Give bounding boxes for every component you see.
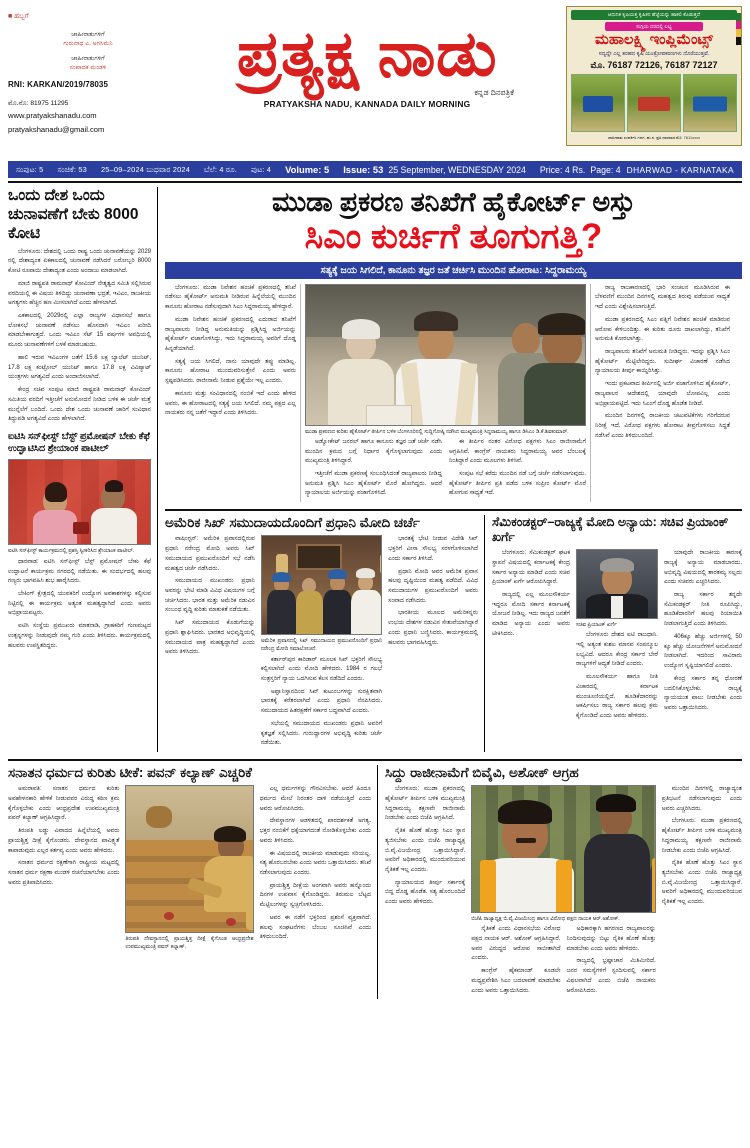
- section-divider-2: [8, 759, 742, 761]
- paragraph: ಮುಂದಿನ ದಿನಗಳಲ್ಲಿ ರಾಜಕೀಯ ಚಟುವಟಿಕೆಗಳು ಗರಿಗೆದರುವ ನಿರೀಕ್ಷೆ ಇದೆ. ವಿರೋಧ ಪಕ್ಷಗಳು ಹೋರಾಟ ತೀವ್ರಗೊಳಿಸಲು ಸಿದ್ಧತೆ ನಡೆಸಿವೆ ಎಂದು ತಿಳಿದುಬಂದಿದೆ.: [595, 413, 730, 439]
- photo-caption-itc: ಐಟಿಸಿ ಸನ್‌ಫೀಸ್ಟ್ ಕಾರ್ಯಕ್ರಮದಲ್ಲಿ ಪ್ರಶಸ್ತಿ ಸ್ವೀಕರಿಸಿದ ಶ್ರೇಯಾಂಕ ಪಾಟೀಲ್.: [8, 547, 135, 554]
- paragraph: ಸಂಪುಟ ಸಭೆ ಕರೆದು ಮುಂದಿನ ನಡೆ ಬಗ್ಗೆ ಚರ್ಚೆ ನಡೆಸಲಾಗುವುದು. ಹೈಕೋರ್ಟ್ ತೀರ್ಪಿನ ಪ್ರತಿ ಪಡೆದ ಬಳಿಕ ಸುಪ್ರೀಂ ಕೋರ್ಟ್ ಮೊರೆ ಹೋಗುವ ಸಾಧ್ಯತೆ ಇದೆ.: [449, 471, 586, 497]
- paragraph: ಎಲ್ಲ ಧರ್ಮಗಳನ್ನು ಗೌರವಿಸಬೇಕು. ಆದರೆ ಹಿಂದೂ ಧರ್ಮದ ಮೇಲೆ ನಿರಂತರ ದಾಳಿ ನಡೆಯುತ್ತಿದೆ ಎಂದು ಅವರು ಆರೋಪಿಸಿದರು.: [259, 786, 371, 812]
- paragraph: ಸಭೆಯಲ್ಲಿ ಸಮುದಾಯದ ಮುಖಂಡರು ಪ್ರಧಾನಿ ಅವರಿಗೆ ಕೃತಜ್ಞತೆ ಸಲ್ಲಿಸಿದರು. ಗುರುದ್ವಾರಗಳ ಅಭಿವೃದ್ಧಿ ಕುರಿತು ಚರ್ಚೆ ನಡೆಯಿತು.: [260, 720, 383, 747]
- paragraph: ಕಾಂಗ್ರೆಸ್ ಹೈಕಮಾಂಡ್ ಕೂಡಲೇ ಮಧ್ಯಪ್ರವೇಶಿಸಿ ಸಿಎಂ ಬದಲಾವಣೆ ಮಾಡಬೇಕು ಎಂದು ಅವರು ಒತ್ತಾಯಿಸಿದರು.: [471, 968, 561, 994]
- paragraph: ರಾಜ್ಯಪಾಲರು ತನಿಖೆಗೆ ಅನುಮತಿ ನೀಡಿದ್ದರು. ಇದನ್ನು ಪ್ರಶ್ನಿಸಿ ಸಿಎಂ ಹೈಕೋರ್ಟ್ ಮೆಟ್ಟಿಲೇರಿದ್ದರು. ಸುದೀರ್ಘ ವಿಚಾರಣೆ ನಡೆಸಿದ ನ್ಯಾಯಾಲಯ ತೀರ್ಪು ಕಾಯ್ದಿರಿಸಿತ್ತು.: [595, 349, 730, 375]
- lead-column-3: [590, 284, 730, 502]
- paragraph: ಬೆಂಗಳೂರು: ಸೆಮಿಕಂಡಕ್ಟರ್ ಘಟಕ ಸ್ಥಾಪನೆ ವಿಷಯದಲ್ಲಿ ಕರ್ನಾಟಕಕ್ಕೆ ಕೇಂದ್ರ ಸರ್ಕಾರ ಅನ್ಯಾಯ ಮಾಡಿದೆ ಎಂದು ಸಚಿವ ಪ್ರಿಯಾಂಕ್ ಖರ್ಗೆ ಆರೋಪಿಸಿದ್ದಾರೆ.: [492, 550, 571, 586]
- paragraph: ವಾಷಿಂಗ್ಟನ್: ಅಮೆರಿಕ ಪ್ರವಾಸದಲ್ಲಿರುವ ಪ್ರಧಾನಿ ನರೇಂದ್ರ ಮೋದಿ ಅವರು ಸಿಖ್ ಸಮುದಾಯದ ಪ್ರಮುಖರೊಂದಿಗೆ ಸಭೆ ನಡೆಸಿ ಮಹತ್ವದ ಚರ್ಚೆ ನಡೆಸಿದರು.: [165, 536, 255, 572]
- masthead-credit-4: ಸಂಪಾದಕ ಮಂಡಳಿ: [69, 64, 107, 72]
- paragraph: ರಾಜ್ಯದಲ್ಲಿ ಎಲ್ಲ ಮೂಲಸೌಕರ್ಯ ಇದ್ದರೂ ಮೋದಿ ಸರ್ಕಾರ ಕರ್ನಾಟಕಕ್ಕೆ ಯೋಜನೆ ನೀಡಿಲ್ಲ. ಇದು ರಾಜ್ಯದ ಜನತೆಗೆ ಮಾಡಿದ ಅನ್ಯಾಯ ಎಂದು ಅವರು ಟೀಕಿಸಿದರು.: [492, 592, 571, 637]
- bottom-band: [8, 765, 742, 999]
- paragraph: ಅಫ್ಘಾನಿಸ್ತಾನದಿಂದ ಸಿಖ್ ಕುಟುಂಬಗಳನ್ನು ಸುರಕ್ಷಿತವಾಗಿ ಭಾರತಕ್ಕೆ ಕರೆತರಲಾಗಿದೆ ಎಂದು ಪ್ರಧಾನಿ ನೆನಪಿಸಿದರು. ಸಮುದಾಯದ ಹಿತರಕ್ಷಣೆಗೆ ಸರ್ಕಾರ ಬದ್ಧವಾಗಿದೆ ಎಂದರು.: [260, 688, 383, 715]
- photo-bjp-leaders: [471, 785, 656, 913]
- info-pages-kn: ಪುಟ: 4: [251, 164, 272, 174]
- photo-caption-bjp: ಬಿಜೆಪಿ ರಾಜ್ಯಾಧ್ಯಕ್ಷ ಬಿ.ವೈ.ವಿಜಯೇಂದ್ರ ಹಾಗೂ ವಿರೋಧ ಪಕ್ಷದ ನಾಯಕ ಆರ್.ಅಶೋಕ್.: [471, 916, 620, 923]
- paragraph: ಕೇಂದ್ರ ಸರ್ಕಾರ ತನ್ನ ಧೋರಣೆ ಬದಲಿಸಿಕೊಳ್ಳಬೇಕು. ರಾಜ್ಯಕ್ಕೆ ನ್ಯಾಯಯುತ ಪಾಲು ನೀಡಬೇಕು ಎಂದು ಅವರು ಒತ್ತಾಯಿಸಿದರು.: [663, 675, 742, 711]
- paragraph: ಸಿಖ್ ಸಮುದಾಯದ ಕೊಡುಗೆಯನ್ನು ಪ್ರಧಾನಿ ಶ್ಲಾಘಿಸಿದರು. ಭಾರತದ ಅಭಿವೃದ್ಧಿಯಲ್ಲಿ ಸಮುದಾಯದ ಪಾತ್ರ ಮಹತ್ವದ್ದಾಗಿದೆ ಎಂದು ಅವರು ತಿಳಿಸಿದರು.: [165, 620, 255, 656]
- paragraph: ರಾಜ್ಯದಲ್ಲಿ ಭ್ರಷ್ಟಾಚಾರ ಮಿತಿಮೀರಿದೆ. ಜನರ ಸಮಸ್ಯೆಗಳಿಗೆ ಸ್ಪಂದಿಸುವಲ್ಲಿ ಸರ್ಕಾರ ವಿಫಲವಾಗಿದೆ ಎಂದು ಬಿಜೆಪಿ ನಾಯಕರು ಆರೋಪಿಸಿದರು.: [566, 958, 656, 994]
- masthead-kannada-credits: [8, 30, 168, 72]
- paragraph: ಕೇಂದ್ರ ಸಚಿವ ಸಂಪುಟ ಮಾಜಿ ರಾಷ್ಟ್ರಪತಿ ರಾಮನಾಥ್ ಕೋವಿಂದ್ ಸಮಿತಿಯ ವರದಿಗೆ ಇತ್ತೀಚೆಗೆ ಅನುಮೋದನೆ ನೀಡಿದ ಬಳಿಕ ಈ ಚರ್ಚೆ ಮತ್ತೆ ಮುನ್ನೆಲೆಗೆ ಬಂದಿದೆ. ಒಂದು ದೇಶ ಒಂದು ಚುನಾವಣೆ ಜಾರಿಗೆ ಸಂವಿಧಾನ ತಿದ್ದುಪಡಿ ಅಗತ್ಯವಿದೆ ಎಂದು ಹೇಳಲಾಗಿದೆ.: [8, 387, 151, 423]
- info-issue: Issue: 53: [343, 164, 384, 175]
- paragraph: ಕರ್ತಾರ್‌ಪುರ ಕಾರಿಡಾರ್ ಮೂಲಕ ಸಿಖ್ ಭಕ್ತರಿಗೆ ಸೌಲಭ್ಯ ಕಲ್ಪಿಸಲಾಗಿದೆ ಎಂದು ಮೋದಿ ಹೇಳಿದರು. 1984 ರ ಗಲಭೆ ಸಂತ್ರಸ್ತರಿಗೆ ನ್ಯಾಯ ಒದಗಿಸುವ ಕೆಲಸ ನಡೆದಿದೆ ಎಂದರು.: [260, 656, 383, 682]
- bjp-col-3: [662, 785, 742, 999]
- paragraph: ಅವರ ಈ ನಡೆಗೆ ಭಕ್ತರಿಂದ ಪ್ರಶಂಸೆ ವ್ಯಕ್ತವಾಗಿದೆ. ಹಲವು ಸಂಘಟನೆಗಳು ಬೆಂಬಲ ಸೂಚಿಸಿವೆ ಎಂದು ತಿಳಿದುಬಂದಿದೆ.: [259, 914, 371, 941]
- kharge-headline: ಸೆಮಿಕಂಡಕ್ಟರ್–ರಾಜ್ಯಕ್ಕೆ ಮೋದಿ ಅನ್ಯಾಯ: ಸಚಿವ ಪ್ರಿಯಾಂಕ್ ಖರ್ಗೆ: [492, 515, 729, 545]
- left-story-headline: ಒಂದು ದೇಶ ಒಂದು ಚುನಾವಣೆಗೆ ಬೇಕು 8000 ಕೋಟಿ: [8, 187, 139, 242]
- photo-priyank-kharge: [576, 549, 658, 619]
- ad-phone-numbers: ಮೊ. 76187 72126, 76187 72127: [590, 59, 718, 70]
- masthead-bullet-label: ಹಬ್ಬಗೆ: [14, 13, 29, 20]
- paragraph: ಅಧಿಕಾರಕ್ಕಾಗಿ ಹಗರಣದ ರಾಜ್ಯಪಾಲರನ್ನು ನಿಂದಿಸುವುದನ್ನು ಬಿಟ್ಟು ನೈತಿಕ ಹೊಣೆ ಹೊತ್ತು ಮಾಡಬೇಕು ಎಂದು ಅವರು ಹೇಳಿದರು.: [566, 926, 656, 952]
- lead-story-row: [165, 284, 742, 502]
- masthead-bullet: ■ ಹಬ್ಬಗೆ: [8, 13, 29, 20]
- paragraph: ನ್ಯಾಯಾಲಯದ ತೀರ್ಪು ಸರ್ಕಾರಕ್ಕೆ ಬಿದ್ದ ದೊಡ್ಡ ಹೊಡೆತ. ಸತ್ಯ ಹೊರಬಂದಿದೆ ಎಂದು ಅವರು ಹೇಳಿದರು.: [385, 879, 466, 906]
- paragraph: ಯಾವುದೇ ರಾಜಕೀಯ ಕಾರಣಕ್ಕೆ ರಾಜ್ಯಕ್ಕೆ ಅನ್ಯಾಯ ಮಾಡಬಾರದು. ಅಭಿವೃದ್ಧಿ ವಿಷಯದಲ್ಲಿ ತಾರತಮ್ಯ ಸಲ್ಲದು ಎಂದು ಸಚಿವರು ಎಚ್ಚರಿಸಿದರು.: [663, 550, 742, 586]
- modi-sikh-col-3: [388, 535, 478, 752]
- kharge-col-2: [664, 549, 742, 725]
- masthead-advertisement[interactable]: [566, 6, 742, 146]
- story-modi-sikh: [165, 515, 485, 752]
- modi-sikh-columns: [165, 535, 478, 752]
- color-swatch-strip: [736, 13, 741, 45]
- paragraph: ತಿರುಪತಿ ಲಡ್ಡು ವಿವಾದದ ಹಿನ್ನೆಲೆಯಲ್ಲಿ ಅವರು ಪ್ರಾಯಶ್ಚಿತ್ತ ದೀಕ್ಷೆ ಕೈಗೊಂಡರು. ದೇವಸ್ಥಾನದ ಪಾವಿತ್ರ್ಯತೆ ಕಾಪಾಡುವುದು ಎಲ್ಲರ ಕರ್ತವ್ಯ ಎಂದು ಅವರು ಹೇಳಿದರು.: [8, 828, 120, 854]
- paragraph: ಪ್ರಾಯಶ್ಚಿತ್ತ ದೀಕ್ಷೆಯ ಅಂಗವಾಗಿ ಅವರು ಹನ್ನೊಂದು ದಿನಗಳ ಉಪವಾಸ ಕೈಗೊಂಡಿದ್ದರು. ತಿರುಮಲ ಬೆಟ್ಟದ ಮೆಟ್ಟಿಲುಗಳನ್ನು ಸ್ವಚ್ಛಗೊಳಿಸಿದರು.: [259, 882, 371, 909]
- photo-cm-press-conference: [305, 284, 586, 426]
- logo-subtitle-english: PRATYAKSHA NADU, KANNADA DAILY MORNING: [263, 99, 471, 110]
- modi-sikh-col-2: [261, 535, 382, 752]
- ad-image-rotavator: [627, 74, 681, 132]
- paragraph: ಸಮುದಾಯದ ಮುಖಂಡರು ಪ್ರಧಾನಿ ಅವರನ್ನು ಭೇಟಿ ಮಾಡಿ ವಿವಿಧ ವಿಷಯಗಳ ಬಗ್ಗೆ ಚರ್ಚಿಸಿದರು. ಭಾರತ ಮತ್ತು ಅಮೆರಿಕ ನಡುವಿನ ಸಂಬಂಧ ವೃದ್ಧಿ ಕುರಿತು ಮಾತುಕತೆ ನಡೆಯಿತು.: [165, 578, 255, 614]
- paragraph: ನೈತಿಕತೆ ಎಂದು ವಿಧಾನಸಭೆಯ ವಿರೋಧ ಪಕ್ಷದ ನಾಯಕ ಆರ್. ಅಶೋಕ್ ಆಗ್ರಹಿಸಿದ್ದಾರೆ. ಅವರ ವಿರುದ್ಧದ ಆರೋಪ ಸಾಬೀತಾಗಿದೆ ಎಂದರು.: [471, 926, 561, 962]
- right-side: [158, 187, 742, 752]
- bjp-col-1: [385, 785, 465, 999]
- story-pawan-kalyan: [8, 765, 378, 999]
- ad-band-offer: ಸುಗ್ಗಿಯ ದರದಲ್ಲಿ ಲಭ್ಯ: [605, 22, 703, 31]
- kharge-photo-col: [576, 549, 658, 725]
- paragraph: ಮುಂದಿನ ದಿನಗಳಲ್ಲಿ ರಾಜ್ಯಾದ್ಯಂತ ಪ್ರತಿಭಟನೆ ನಡೆಸಲಾಗುವುದು ಎಂದು ಅವರು ಎಚ್ಚರಿಸಿದರು.: [661, 786, 742, 812]
- rni-number: RNI: KARKAN/2019/78035: [8, 80, 109, 90]
- photo-caption-kharge: ಸಚಿವ ಪ್ರಿಯಾಂಕ್ ಖರ್ಗೆ: [576, 622, 617, 629]
- info-issue-kn: ಸಂಚಿಕೆ: 53: [57, 164, 87, 174]
- masthead-credit-1: ಜಾಹೀರಾತುಗಳಿಗೆ: [71, 31, 105, 39]
- bjp-columns: [385, 785, 742, 999]
- issue-info-bar: [8, 161, 742, 178]
- paragraph: ಹಾಲಿ ಇರುವ ಇವಿಎಂಗಳ ಜತೆಗೆ 15.6 ಲಕ್ಷ ಬ್ಯಾಲೆಟ್ ಯುನಿಟ್, 17.8 ಲಕ್ಷ ಕಂಟ್ರೋಲ್ ಯುನಿಟ್ ಹಾಗೂ 17.8 ಲಕ್ಷ ವಿವಿಪ್ಯಾಟ್ ಯಂತ್ರಗಳು ಅಗತ್ಯವಿದೆ ಎಂದು ಅಂದಾಜಿಸಲಾಗಿದೆ.: [8, 354, 151, 381]
- masthead: [8, 6, 742, 158]
- masthead-left-info: [8, 6, 168, 136]
- left-sub-story-headline: ಐಟಿಸಿ ಸನ್‌ಫೀಸ್ಟ್ ಬೆಸ್ಟ್ ಪ್ರಮೋಷನ್ ಬೇಕು ಕೆಫೆ ಉದ್ಘಾಟಿಸಿದ ಶ್ರೇಯಾಂಕ ಪಾಟೀಲ್: [8, 430, 150, 454]
- modi-sikh-headline: ಅಮೆರಿಕ ಸಿಖ್ ಸಮುದಾಯದೊಂದಿಗೆ ಪ್ರಧಾನಿ ಮೋದಿ ಚರ್ಚೆ: [165, 515, 420, 531]
- ad-footer-text: ಜಾಹೀರಾತು ಸಂಪರ್ಕಿಸಿ ಗದಗ, ಹು.ನ. ಪ್ರತಿ ಧಾರವಾಡ ಮೊ: 7611xxxx: [607, 134, 701, 140]
- paragraph: ಕಾನೂನು ಮತ್ತು ಸಂವಿಧಾನದಲ್ಲಿ ನಂಬಿಕೆ ಇದೆ ಎಂದು ಹೇಳಿದ ಅವರು, ಈ ಹೋರಾಟದಲ್ಲಿ ಸತ್ಯಕ್ಕೆ ಜಯ ಸಿಗಲಿದೆ. ನಮ್ಮ ಪಕ್ಷದ ಎಲ್ಲ ನಾಯಕರು ನನ್ನ ಜತೆಗೆ ಇದ್ದಾರೆ ಎಂದು ತಿಳಿಸಿದರು.: [165, 390, 296, 417]
- paragraph: ಮೂಲಸೌಕರ್ಯ ಹಾಗೂ ನೀತಿ ವಿಚಾರದಲ್ಲಿ ಕರ್ನಾಟಕ ಮುಂಚೂಣಿಯಲ್ಲಿದೆ. ಹೂಡಿಕೆದಾರರನ್ನು ಆಕರ್ಷಿಸಲು ರಾಜ್ಯ ಸರ್ಕಾರ ಹಲವು ಕ್ರಮ ಕೈಗೊಂಡಿದೆ ಎಂದು ಅವರು ಹೇಳಿದರು.: [576, 674, 658, 720]
- paragraph: ಸತ್ಯಕ್ಕೆ ಜಯ ಸಿಗಲಿದೆ, ನಾನು ಯಾವುದೇ ತಪ್ಪು ಮಾಡಿಲ್ಲ. ಕಾನೂನು ಹೋರಾಟ ಮುಂದುವರಿಸುತ್ತೇನೆ ಎಂದು ಅವರು ಸ್ಪಷ್ಟಪಡಿಸಿದರು. ರಾಜೀನಾಮೆ ನೀಡುವ ಪ್ರಶ್ನೆಯೇ ಇಲ್ಲ ಎಂದರು.: [165, 358, 296, 385]
- paragraph: ರಾಜ್ಯ ರಾಜಕಾರಣದಲ್ಲಿ ಭಾರಿ ಸಂಚಲನ ಮೂಡಿಸಿರುವ ಈ ಬೆಳವಣಿಗೆ ಮುಂದಿನ ದಿನಗಳಲ್ಲಿ ಮಹತ್ವದ ತಿರುವು ಪಡೆಯುವ ಸಾಧ್ಯತೆ ಇದೆ ಎಂದು ವಿಶ್ಲೇಷಿಸಲಾಗುತ್ತಿದೆ.: [595, 284, 730, 311]
- section-divider-1: [165, 509, 742, 511]
- info-date-kn: 25–09–2024 ಬುಧವಾರ 2024: [100, 164, 191, 174]
- main-content: [8, 187, 742, 752]
- left-sub-story-body: [8, 558, 151, 651]
- paragraph: ಎಕಕಾಲದಲ್ಲಿ 2029ರಲ್ಲಿ ಎಲ್ಲಾ ರಾಜ್ಯಗಳ ವಿಧಾನಸಭೆ ಹಾಗೂ ಲೋಕಸಭೆ ಚುನಾವಣೆ ನಡೆಸಲು ಹೊಸದಾಗಿ ಇವಿಎಂ ಖರೀದಿ ಮಾಡಬೇಕಾಗುತ್ತದೆ. ಒಂದು ಇವಿಎಂ ಸೆಟ್ 15 ವರ್ಷಗಳ ಅವಧಿಯಲ್ಲಿ ಮೂರು ಚುನಾವಣೆಗಳಿಗೆ ಬಳಕೆ ಮಾಡಬಹುದು.: [8, 313, 151, 349]
- paragraph: ಐಟಿಸಿ ಸಂಸ್ಥೆಯ ಪ್ರಮುಖರು ಮಾತನಾಡಿ, ಗ್ರಾಹಕರಿಗೆ ಗುಣಮಟ್ಟದ ಉತ್ಪನ್ನಗಳನ್ನು ನೀಡುವುದೇ ನಮ್ಮ ಗುರಿ ಎಂದು ತಿಳಿಸಿದರು. ಕಾರ್ಯಕ್ರಮದಲ್ಲಿ ಹಲವರು ಉಪಸ್ಥಿತರಿದ್ದರು.: [8, 623, 151, 649]
- lead-headline: ಸಿಎಂ ಕುರ್ಚಿಗೆ ತೂಗುಗತ್ತಿ?: [304, 217, 603, 257]
- pawan-col-1: [8, 785, 119, 951]
- ad-title: ಮಹಾಲಕ್ಷ್ಮಿ ಇಂಪ್ಲಿಮೆಂಟ್ಸ್: [595, 32, 713, 48]
- ad-image-trailer: [683, 74, 737, 132]
- paragraph: 406ಕ್ಕೂ ಹೆಚ್ಚು ಅರ್ಜಿಗಳಲ್ಲಿ 50 ಕ್ಕೂ ಹೆಚ್ಚು ಯೋಜನೆಗಳಿಗೆ ಅನುಮೋದನೆ ನೀಡಲಾಗಿದೆ. ಇದರಿಂದ ಸಾವಿರಾರು ಉದ್ಯೋಗ ಸೃಷ್ಟಿಯಾಗಲಿದೆ ಎಂದರು.: [663, 633, 742, 670]
- lead-body-2: [305, 438, 586, 502]
- story-kharge: [485, 515, 742, 752]
- photo-itc-award: [8, 459, 151, 545]
- ad-tagline: ಸದ್ಯದ್ದೇ ಎಲ್ಲ ತರಹದ ಕೃಷಿ ಯಂತ್ರೋಪಕರಣಗಳು ದೊರೆಯುತ್ತವೆ.: [598, 50, 710, 57]
- masthead-phone: ಮೊ.ನೊ: 81975 11295: [8, 99, 69, 107]
- paragraph: ನೈತಿಕ ಹೊಣೆ ಹೊತ್ತು ಸಿಎಂ ಸ್ಥಾನ ತ್ಯಜಿಸಬೇಕು ಎಂದು ಬಿಜೆಪಿ ರಾಜ್ಯಾಧ್ಯಕ್ಷ ಬಿ.ವೈ.ವಿಜಯೇಂದ್ರ ಒತ್ತಾಯಿಸಿದ್ದಾರೆ. ಅವರಿಗೆ ಅಧಿಕಾರದಲ್ಲಿ ಮುಂದುವರಿಯುವ ನೈತಿಕತೆ ಇಲ್ಲ ಎಂದರು.: [385, 828, 466, 873]
- paragraph: ಮುಡಾ ನಿವೇಶನ ಹಂಚಿಕೆ ಪ್ರಕರಣದಲ್ಲಿ ಎದುರಾದ ತನಿಖೆಗೆ ರಾಜ್ಯಪಾಲರು ನೀಡಿದ್ದ ಅನುಮತಿಯನ್ನು ಪ್ರಶ್ನಿಸಿದ್ದ ಅರ್ಜಿಯನ್ನು ಹೈಕೋರ್ಟ್ ವಜಾಗೊಳಿಸಿದ್ದು, ಇದು ಸಿದ್ದರಾಮಯ್ಯ ಅವರಿಗೆ ದೊಡ್ಡ ಹಿನ್ನಡೆಯಾಗಿದೆ.: [165, 316, 296, 353]
- newspaper-logo: ಪ್ರತ್ಯಕ್ಷ ನಾಡು: [236, 19, 498, 89]
- ad-image-plough: [571, 74, 625, 132]
- paragraph: ಬೆಂಗಳೂರು: ಮುಡಾ ಪ್ರಕರಣದಲ್ಲಿ ಹೈಕೋರ್ಟ್ ತೀರ್ಪಿನ ಬಳಿಕ ಮುಖ್ಯಮಂತ್ರಿ ಸಿದ್ದರಾಮಯ್ಯ ತಕ್ಷಣವೇ ರಾಜೀನಾಮೆ ನೀಡಬೇಕು ಎಂದು ಬಿಜೆಪಿ ಆಗ್ರಹಿಸಿದೆ.: [385, 786, 466, 822]
- paragraph: ನೈತಿಕ ಹೊಣೆ ಹೊತ್ತು ಸಿಎಂ ಸ್ಥಾನ ತ್ಯಜಿಸಬೇಕು ಎಂದು ಬಿಜೆಪಿ ರಾಜ್ಯಾಧ್ಯಕ್ಷ ಬಿ.ವೈ.ವಿಜಯೇಂದ್ರ ಒತ್ತಾಯಿಸಿದ್ದಾರೆ. ಅವರಿಗೆ ಅಧಿಕಾರದಲ್ಲಿ ಮುಂದುವರಿಯುವ ನೈತಿಕತೆ ಇಲ್ಲ ಎಂದರು.: [661, 860, 742, 906]
- masthead-contact: [8, 98, 168, 136]
- paragraph: ಬೇಕಿಂಗ್ ಕ್ಷೇತ್ರದಲ್ಲಿ ಯುವಕರಿಗೆ ಉದ್ಯೋಗ ಅವಕಾಶಗಳನ್ನು ಕಲ್ಪಿಸುವ ನಿಟ್ಟಿನಲ್ಲಿ ಈ ಕಾರ್ಯಕ್ರಮ ಅತ್ಯಂತ ಮಹತ್ವದ್ದಾಗಿದೆ ಎಂದು ಅವರು ಅಭಿಪ್ರಾಯಪಟ್ಟರು.: [8, 590, 151, 617]
- pawan-headline: ಸನಾತನ ಧರ್ಮದ ಕುರಿತು ಟೀಕೆ: ಪವನ್ ಕಲ್ಯಾಣ್ ಎಚ್ಚರಿಕೆ: [8, 765, 252, 781]
- ad-band-top: ಆಧುನಿಕ ಕೃಷಿಯತ್ತ ಕೃಷಿಕನ ಹೆಜ್ಜೆಯನ್ನು ಹಾಕಲಿ ಕೊಡುತ್ತದೆ: [571, 10, 737, 20]
- paragraph: ಪ್ರಧಾನಿ ಮೋದಿ ಅವರ ಅಮೆರಿಕ ಪ್ರವಾಸ ಹಲವು ದೃಷ್ಟಿಯಿಂದ ಮಹತ್ವ ಪಡೆದಿದೆ. ವಿವಿಧ ಸಮುದಾಯಗಳ ಪ್ರಮುಖರೊಂದಿಗೆ ಅವರು ಸಂವಾದ ನಡೆಸಿದರು.: [388, 568, 478, 604]
- lead-kicker: ಮುಡಾ ಪ್ರಕರಣ ತನಿಖೆಗೆ ಹೈಕೋರ್ಟ್ ಅಸ್ತು: [271, 187, 635, 217]
- paragraph: ಈ ತೀರ್ಪಿನ ನಂತರ ವಿರೋಧ ಪಕ್ಷಗಳು ಸಿಎಂ ರಾಜೀನಾಮೆಗೆ ಆಗ್ರಹಿಸಿವೆ. ಕಾಂಗ್ರೆಸ್ ನಾಯಕರು ಸಿದ್ದರಾಮಯ್ಯ ಅವರ ಬೆಂಬಲಕ್ಕೆ ನಿಂತಿದ್ದಾರೆ ಎಂದು ಮೂಲಗಳು ತಿಳಿಸಿವೆ.: [449, 438, 586, 465]
- lead-body-3: [595, 284, 730, 442]
- paragraph: ಬೆಂಗಳೂರು: ಮುಡಾ ನಿವೇಶನ ಹಂಚಿಕೆ ಪ್ರಕರಣದಲ್ಲಿ ತನಿಖೆ ನಡೆಸಲು ಹೈಕೋರ್ಟ್ ಅನುಮತಿ ನೀಡಿರುವ ಹಿನ್ನೆಲೆಯಲ್ಲಿ ಮುಂದಿನ ಕಾನೂನು ಹೋರಾಟ ನಡೆಸುವುದಾಗಿ ಸಿಎಂ ಸಿದ್ದರಾಮಯ್ಯ ಹೇಳಿದ್ದಾರೆ.: [165, 284, 296, 311]
- paragraph: ಸನಾತನ ಧರ್ಮದ ರಕ್ಷಣೆಗಾಗಿ ರಾಷ್ಟ್ರೀಯ ಮಟ್ಟದಲ್ಲಿ ಸನಾತನ ಧರ್ಮ ರಕ್ಷಣಾ ಮಂಡಳಿ ರಚನೆಯಾಗಬೇಕು ಎಂದು ಅವರು ಪ್ರತಿಪಾದಿಸಿದರು.: [8, 860, 120, 886]
- pawan-col-2: [260, 785, 371, 951]
- logo-subtitle-kannada: ಕನ್ನಡ ದಿನಪತ್ರಿಕೆ: [474, 88, 514, 98]
- paragraph: ಮುಡಾ ಪ್ರಕರಣದಲ್ಲಿ ಸಿಎಂ ಪತ್ನಿಗೆ ನಿವೇಶನ ಹಂಚಿಕೆ ಮಾಡಿರುವ ಆರೋಪ ಕೇಳಿಬಂದಿತ್ತು. ಈ ಕುರಿತು ದೂರು ದಾಖಲಾಗಿದ್ದು, ತನಿಖೆಗೆ ಅನುಮತಿ ಕೋರಲಾಗಿತ್ತು.: [595, 316, 730, 343]
- masthead-logo-area: [168, 6, 566, 109]
- story-bjp-demand: [378, 765, 742, 999]
- masthead-website[interactable]: www.pratyakshanadu.com: [8, 111, 97, 121]
- left-story-body: [8, 248, 151, 425]
- paragraph: ಇತ್ತೀಚೆಗೆ ಮುಡಾ ಪ್ರಕರಣಕ್ಕೆ ಸಂಬಂಧಿಸಿದಂತೆ ರಾಜ್ಯಪಾಲರು ನೀಡಿದ್ದ ಅನುಮತಿ ಪ್ರಶ್ನಿಸಿ ಸಿಎಂ ಹೈಕೋರ್ಟ್ ಮೊರೆ ಹೋಗಿದ್ದರು. ಆದರೆ ನ್ಯಾಯಾಲಯ ಅರ್ಜಿಯನ್ನು ವಜಾಗೊಳಿಸಿದೆ.: [305, 471, 442, 497]
- photo-caption-pawan: ತಿರುಪತಿ ದೇವಸ್ಥಾನದಲ್ಲಿ ಪ್ರಾಯಶ್ಚಿತ್ತ ದೀಕ್ಷೆ ಕೈಗೊಂಡ ಆಂಧ್ರಪ್ರದೇಶ ಉಪಮುಖ್ಯಮಂತ್ರಿ ಪವನ್ ಕಲ್ಯಾಣ್.: [125, 936, 254, 951]
- paragraph: ಬೆಂಗಳೂರು: ದೇಶದಲ್ಲಿ ಒಂದು ರಾಷ್ಟ್ರ ಒಂದು ಚುನಾವಣೆಯನ್ನು 2029 ರಲ್ಲಿ ದೇಶಾದ್ಯಂತ ಏಕಕಾಲದಲ್ಲಿ ಚುನಾವಣೆ ನಡೆಸಿದರೆ ಬರೋಬ್ಬರಿ 8000 ಕೋಟಿ ರೂಪಾಯಿ ದೇಶಾದ್ಯಂತ ಎಂದು ಅಂದಾಜು ಮಾಡಲಾಗಿದೆ.: [8, 248, 151, 275]
- lead-column-1: [165, 284, 300, 502]
- second-band: [165, 515, 742, 752]
- paragraph: ಈ ವಿಷಯದಲ್ಲಿ ರಾಜಕೀಯ ಮಾಡುವುದು ಸರಿಯಲ್ಲ. ಸತ್ಯ ಹೊರಬರಬೇಕು ಎಂದು ಅವರು ಒತ್ತಾಯಿಸಿದರು. ತನಿಖೆ ನಡೆಸಲಾಗುವುದು ಎಂದರು.: [259, 850, 371, 876]
- info-volume-kn: ಸಂಪುಟ: 5: [16, 164, 44, 174]
- modi-sikh-col-1: [165, 535, 255, 752]
- paragraph: ದೇವಸ್ಥಾನಗಳ ಆಡಳಿತದಲ್ಲಿ ಪಾರದರ್ಶಕತೆ ಅಗತ್ಯ. ಭಕ್ತರ ನಂಬಿಕೆಗೆ ಧಕ್ಕೆಯಾಗದಂತೆ ನೋಡಿಕೊಳ್ಳಬೇಕು ಎಂದು ಅವರು ತಿಳಿಸಿದರು.: [259, 818, 371, 844]
- paragraph: ಭಾರತಕ್ಕೆ ಭೇಟಿ ನೀಡುವ ವಿದೇಶಿ ಸಿಖ್ ಭಕ್ತರಿಗೆ ವೀಸಾ ಸೌಲಭ್ಯ ಸರಳಗೊಳಿಸಲಾಗಿದೆ ಎಂದು ಸರ್ಕಾರ ತಿಳಿಸಿದೆ.: [388, 536, 478, 562]
- photo-pawan-kalyan-temple: [125, 785, 253, 933]
- paragraph: ಧಾರವಾಡ: ಐಟಿಸಿ ಸನ್‌ಫೀಸ್ಟ್ ಬೆಸ್ಟ್ ಪ್ರಮೋಷನ್ ಬೇಕು ಕೆಫೆ ಉದ್ಘಾಟನೆ ಕಾರ್ಯಕ್ರಮ ನಗರದಲ್ಲಿ ನಡೆಯಿತು. ಈ ಸಂದರ್ಭದಲ್ಲಿ ಹಲವು ಗಣ್ಯರು ಭಾಗವಹಿಸಿ ಶುಭ ಹಾರೈಸಿದರು.: [8, 558, 151, 585]
- paragraph: ಅಡ್ವೋಕೇಟ್ ಜನರಲ್ ಹಾಗೂ ಕಾನೂನು ತಜ್ಞರ ಜತೆ ಚರ್ಚೆ ನಡೆಸಿ ಮುಂದಿನ ಕ್ರಮದ ಬಗ್ಗೆ ನಿರ್ಧಾರ ಕೈಗೊಳ್ಳಲಾಗುವುದು ಎಂದು ಮುಖ್ಯಮಂತ್ರಿ ತಿಳಿಸಿದ್ದಾರೆ.: [305, 438, 442, 465]
- paragraph: ಬೆಂಗಳೂರು ದೇಶದ ಐಟಿ ರಾಜಧಾನಿ. ಇಲ್ಲಿ ಅತ್ಯಂತ ಕುಶಲ ಮಾನವ ಸಂಪನ್ಮೂಲ ಲಭ್ಯವಿದೆ. ಆದರೂ ಕೇಂದ್ರ ಸರ್ಕಾರ ಬೇರೆ ರಾಜ್ಯಗಳಿಗೆ ಆದ್ಯತೆ ನೀಡಿದೆ ಎಂದರು.: [576, 632, 658, 668]
- paragraph: ರಾಜ್ಯ ಸರ್ಕಾರ ತನ್ನದೇ ಸೆಮಿಕಂಡಕ್ಟರ್ ನೀತಿ ರೂಪಿಸಿದ್ದು, ಹೂಡಿಕೆದಾರರಿಗೆ ಹಲವು ರಿಯಾಯಿತಿ ನೀಡಲಾಗುತ್ತಿದೆ ಎಂದು ತಿಳಿಸಿದರು.: [663, 592, 742, 628]
- kharge-columns: [492, 549, 742, 725]
- info-place: DHARWAD - KARNATAKA: [626, 164, 734, 175]
- pawan-columns: [8, 785, 371, 951]
- paragraph: ಅಮರಾವತಿ: ಸನಾತನ ಧರ್ಮದ ಕುರಿತು ಅವಹೇಳನಕಾರಿ ಹೇಳಿಕೆ ನೀಡುವವರ ವಿರುದ್ಧ ಕಠಿಣ ಕ್ರಮ ಕೈಗೊಳ್ಳಬೇಕು ಎಂದು ಆಂಧ್ರಪ್ರದೇಶ ಉಪಮುಖ್ಯಮಂತ್ರಿ ಪವನ್ ಕಲ್ಯಾಣ್ ಆಗ್ರಹಿಸಿದ್ದಾರೆ.: [8, 786, 120, 822]
- bjp-photo-col: [471, 785, 656, 999]
- masthead-credit-2: ಗುರುನಾಥ ಎ. ಅಗಸಿಮನಿ: [63, 40, 113, 48]
- bjp-headline: ಸಿದ್ದು ರಾಜೀನಾಮೆಗೆ ಬಿವೈವಿ, ಅಶೋಕ್ ಆಗ್ರಹ: [385, 765, 579, 781]
- lead-subheadline-bar: ಸತ್ಯಕ್ಕೆ ಜಯ ಸಿಗಲಿದೆ, ಕಾನೂನು ತಜ್ಞರ ಜತೆ ಚರ್ಚಿಸಿ ಮುಂದಿನ ಹೋರಾಟ: ಸಿದ್ದರಾಮಯ್ಯ: [165, 262, 742, 279]
- paragraph: ಭಾರತೀಯ ಮೂಲದ ಅಮೆರಿಕನ್ನರು ಉಭಯ ದೇಶಗಳ ನಡುವಿನ ಸೇತುವೆಯಾಗಿದ್ದಾರೆ ಎಂದು ಪ್ರಧಾನಿ ಬಣ್ಣಿಸಿದರು. ಕಾರ್ಯಕ್ರಮದಲ್ಲಿ ಹಲವರು ಭಾಗವಹಿಸಿದ್ದರು.: [388, 610, 478, 646]
- paragraph: ಮಾಜಿ ರಾಷ್ಟ್ರಪತಿ ರಾಮನಾಥ್ ಕೋವಿಂದ್ ನೇತೃತ್ವದ ಸಮಿತಿ ಸಲ್ಲಿಸಿರುವ ವರದಿಯಲ್ಲಿ ಈ ವಿಷಯ ತಿಳಿದಿದ್ದು ಚುನಾವಣಾ ಭದ್ರತೆ, ಇವಿಎಂ, ರಾಜಕೀಯ ಅಗತ್ಯಗಳು ಹೆಚ್ಚಿನ ಹಣ ಮೀಸಲಾಗಿದೆ ಎಂದು ಹೇಳಲಾಗಿದೆ.: [8, 280, 151, 307]
- left-column: [8, 187, 158, 752]
- masthead-email[interactable]: pratyakshanadu@gmail.com: [8, 124, 105, 134]
- info-date: 25 September, WEDNESDAY 2024: [388, 164, 526, 175]
- lead-photo-column: [300, 284, 590, 502]
- info-price-kn: ಬೆಲೆ: 4 ರೂ.: [204, 164, 238, 174]
- masthead-credit-3: ಜಾಹೀರಾತುಗಳಿಗೆ: [71, 54, 105, 62]
- info-price: Price: 4 Rs.: [539, 164, 586, 175]
- ad-product-images: [567, 74, 741, 132]
- photo-caption-modi-sikh: ಅಮೆರಿಕ ಪ್ರವಾಸದಲ್ಲಿ ಸಿಖ್ ಸಮುದಾಯದ ಪ್ರಮುಖರೊಂದಿಗೆ ಪ್ರಧಾನಿ ನರೇಂದ್ರ ಮೋದಿ ಸಮಾಲೋಚನೆ.: [260, 638, 383, 653]
- photo-modi-sikh-community: [261, 535, 382, 635]
- paragraph: ಇಂದು ಪ್ರಕಟವಾದ ತೀರ್ಪಿನಲ್ಲಿ ಅರ್ಜಿ ವಜಾಗೊಳಿಸಿದ ಹೈಕೋರ್ಟ್, ರಾಜ್ಯಪಾಲರ ಆದೇಶದಲ್ಲಿ ಯಾವುದೇ ಲೋಪವಿಲ್ಲ ಎಂದು ಅಭಿಪ್ರಾಯಪಟ್ಟಿದೆ. ಇದು ಸಿಎಂಗೆ ದೊಡ್ಡ ಹೊಡೆತ ನೀಡಿದೆ.: [595, 381, 730, 407]
- header-divider: [8, 181, 742, 183]
- paragraph: ಬೆಂಗಳೂರು: ಮುಡಾ ಪ್ರಕರಣದಲ್ಲಿ ಹೈಕೋರ್ಟ್ ತೀರ್ಪಿನ ಬಳಿಕ ಮುಖ್ಯಮಂತ್ರಿ ಸಿದ್ದರಾಮಯ್ಯ ತಕ್ಷಣವೇ ರಾಜೀನಾಮೆ ನೀಡಬೇಕು ಎಂದು ಬಿಜೆಪಿ ಆಗ್ರಹಿಸಿದೆ.: [661, 818, 742, 854]
- pawan-photo-col: [125, 785, 253, 951]
- info-volume: Volume: 5: [285, 164, 330, 175]
- info-pages: Page: 4: [590, 164, 621, 175]
- lead-body-1: [165, 284, 296, 419]
- photo-caption-press-conference: ಮುಡಾ ಪ್ರಕರಣದ ಕುರಿತು ಹೈಕೋರ್ಟ್ ತೀರ್ಪಿನ ಬಳಿಕ ಬೆಂಗಳೂರಿನಲ್ಲಿ ಸುದ್ದಿಗೋಷ್ಠಿ ನಡೆಸಿದ ಮುಖ್ಯಮಂತ್ರಿ ಸಿದ್ದರಾಮಯ್ಯ ಹಾಗೂ ಡಿಸಿಎಂ ಡಿ.ಕೆ.ಶಿವಕುಮಾರ್.: [305, 428, 569, 435]
- kharge-col-1: [492, 549, 570, 725]
